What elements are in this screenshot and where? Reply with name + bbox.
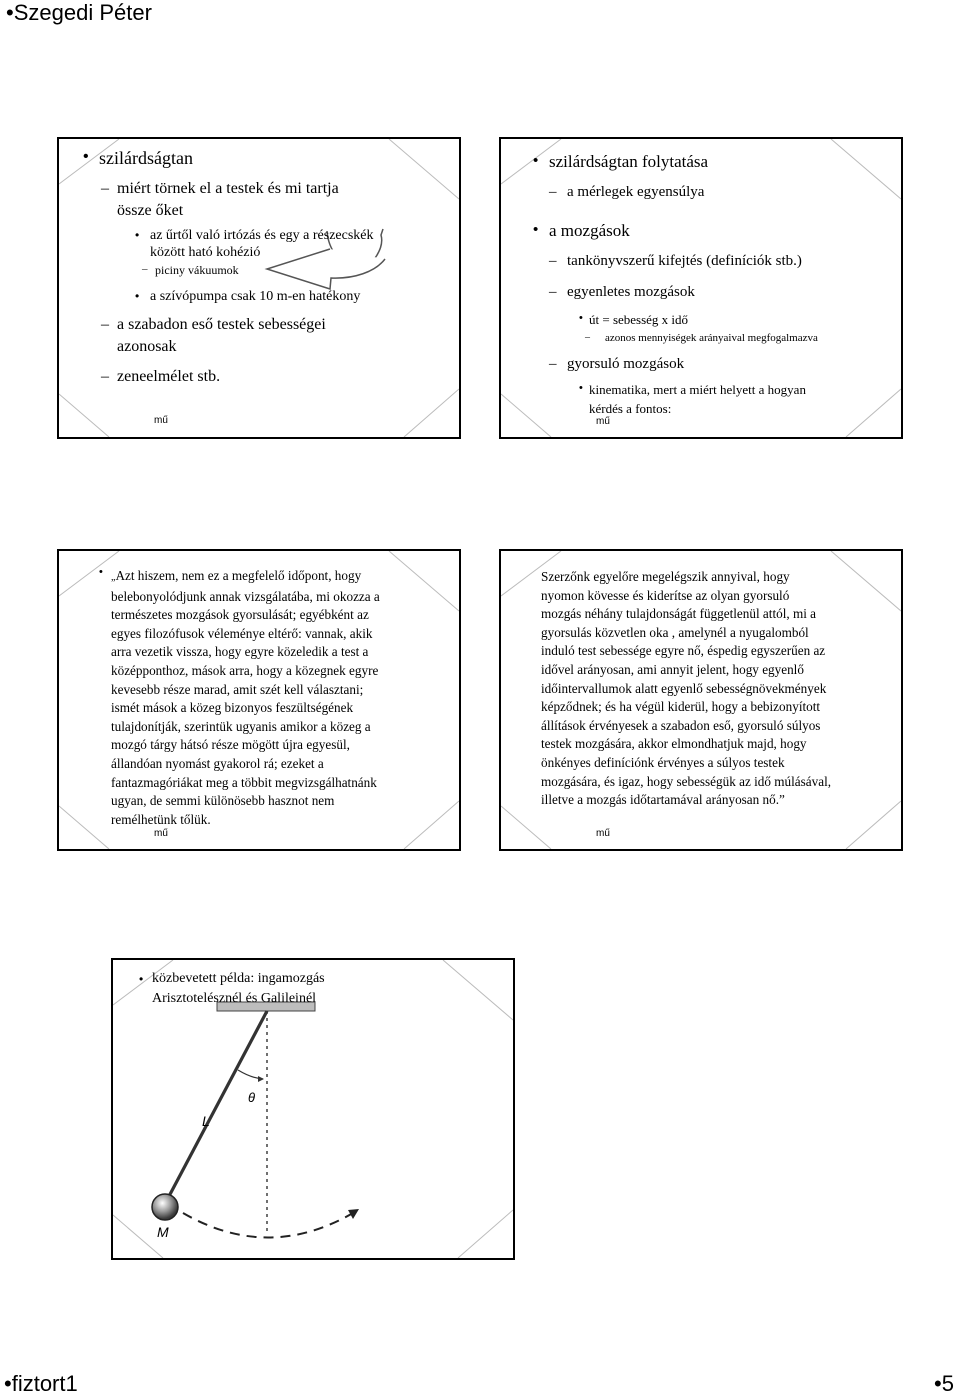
dash-marker: – [101, 180, 109, 197]
bullet-dot: • [579, 312, 583, 324]
quote-line: időintervallumok alatt egyenlő sebességnövekmények [541, 680, 827, 696]
quote-line: gyorsulás közvetlen oka , amelynél a nyugalomból [541, 624, 809, 640]
slide-2 [499, 137, 903, 439]
quote-line: állítások érvényesek a szabadon eső, gyorsuló súlyos [541, 717, 821, 733]
slide-4 [499, 549, 903, 851]
quote-line: belebonyolódjunk annak vizsgálatába, mi okozza a [111, 588, 380, 604]
item-kinematika-cont: kérdés a fontos: [589, 401, 672, 416]
quote-line: „Azt hiszem, nem ez a megfelelő időpont, hogy [111, 568, 362, 583]
slide-mark: mű [154, 415, 168, 426]
item-ut-sebesseg: út = sebesség x idő [589, 312, 689, 327]
author-name: Szegedi Péter [13, 0, 152, 25]
item-miert: miért törnek el a testek és mi tartja [117, 180, 339, 197]
quote-line: nyomon kövesse és kiderítse az olyan gyorsuló [541, 587, 790, 603]
bullet-dot: • [139, 972, 144, 986]
mass-label: M [157, 1224, 169, 1240]
slide-5 [111, 958, 515, 1260]
item-merlegek: a mérlegek egyensúlya [567, 184, 705, 200]
quote-line: fantazmagóriákat meg a többit megvizsgálhatnánk [111, 774, 377, 790]
quote-line: idővel arányosan, ami annyit jelent, hogy egyenlő [541, 661, 804, 677]
quote-line: remélhetünk tőlük. [111, 811, 211, 827]
quote-line: egyes filozófusok véleménye eltérő: vannak, akik [111, 625, 373, 641]
bullet-dot: • [83, 148, 89, 165]
item-egyenletes: egyenletes mozgások [567, 284, 695, 300]
item-urtol-cont: között ható kohézió [150, 245, 261, 260]
quote-line: arra vezetik vissza, hogy egyre közeledik a test a [111, 644, 369, 660]
dash-marker: – [549, 253, 557, 269]
quote-line: állandóan nyomást gyakorol rá; ezeket a [111, 755, 324, 771]
theta-label: θ [248, 1090, 256, 1105]
footer-doc-id: fiztort1 [11, 1371, 78, 1396]
item-miert-cont: össze őket [117, 202, 184, 219]
item-kinematika: kinematika, mert a miért helyett a hogyan [589, 382, 806, 397]
quote-line: ismét mások a közeg bizonyos feszültségének [111, 700, 354, 716]
quote-line: mozgására, és igaz, hogy sebességük az idő múlásával, [541, 773, 832, 789]
footer-bullet: • [934, 1371, 942, 1396]
dash-marker: – [549, 284, 557, 300]
item-folytatasa: szilárdságtan folytatása [549, 152, 709, 171]
bullet-dot: • [579, 382, 583, 394]
slide-1 [57, 137, 461, 439]
quote-line: mozgás néhány tulajdonságát függetlenül attól, mi a [541, 606, 817, 622]
quote-line: középponthoz, mások arra, hogy a közegnek egyre [111, 662, 379, 678]
item-azonos: azonos mennyiségek arányaival megfogalmazva [605, 332, 818, 344]
quote-line: testek mozgására, akkor elmondhatjuk majd, hogy [541, 736, 807, 752]
item-gyorsulo: gyorsuló mozgások [567, 356, 685, 372]
quote-line: induló test sebessége egyre nő, éspedig egyszerűen az [541, 643, 826, 659]
dash-marker: – [549, 356, 557, 372]
slide-mark: mű [596, 828, 610, 839]
footer-bullet: • [4, 1371, 12, 1396]
slide-mark: mű [596, 416, 610, 427]
item-piciny: piciny vákuumok [155, 263, 239, 277]
bullet-dot: • [533, 221, 539, 238]
page-number: 5 [941, 1371, 954, 1396]
quote-line: Szerzőnk egyelőre megelégszik annyival, hogy [541, 569, 790, 584]
bullet-dot: • [533, 152, 539, 169]
quote-line: képződnek; és ha végül kiderül, hogy a bebizonyított [541, 699, 821, 715]
item-arisztoteles: Arisztotelésznél és Galileinél [152, 991, 317, 1006]
footer-right [934, 1371, 954, 1397]
item-mozgasok: a mozgások [549, 221, 630, 240]
dash-marker: – [101, 316, 109, 333]
header-bullet: • [6, 0, 14, 25]
opening-quote: „ [111, 572, 116, 583]
header-title [6, 0, 152, 26]
slide-3 [57, 549, 461, 851]
quote-line: ugyan, de semmi különösebb hasznot nem [111, 793, 335, 809]
slide-mark: mű [154, 828, 168, 839]
item-szivopumpa: a szívópumpa csak 10 m-en hatékony [150, 289, 361, 304]
quote-line: tulajdonítják, szerintük ugyanis amikor a közeg a [111, 718, 371, 734]
quote-line: kevesebb része marad, amit szét kell választani; [111, 681, 364, 697]
item-szilardsagtan: szilárdságtan [99, 148, 193, 168]
bullet-dot: • [135, 228, 140, 242]
item-szabadon: a szabadon eső testek sebességei [117, 316, 326, 333]
quote-paragraph [111, 567, 380, 829]
quote-line: természetes mozgások gyorsulását; egyébként az [111, 607, 369, 623]
quote-line: önkényes definíciónk érvényes a súlyos testek [541, 754, 785, 770]
footer-left [4, 1371, 78, 1397]
dash-marker: – [549, 184, 557, 200]
dash-marker: – [585, 332, 590, 343]
dash-marker: – [101, 368, 109, 385]
item-urtol: az űrtől való irtózás és egy a részecskék [150, 228, 374, 243]
quote-line: illetve a mozgás időtartamával arányosan nő.” [541, 792, 785, 808]
item-kozbevetett: közbevetett példa: ingamozgás [152, 971, 325, 986]
length-label: L [202, 1113, 210, 1129]
quote-line: mozgó tárgy hátsó része mögött újra egyesül, [111, 737, 350, 753]
bullet-dot: • [99, 566, 103, 578]
item-tankonyv: tankönyvszerű kifejtés (definíciók stb.) [567, 253, 802, 269]
dash-marker: – [142, 263, 148, 275]
quote-paragraph [541, 568, 831, 810]
item-zeneelmelet: zeneelmélet stb. [117, 368, 221, 385]
item-szabadon-cont: azonosak [117, 338, 177, 355]
bullet-dot: • [135, 289, 140, 303]
